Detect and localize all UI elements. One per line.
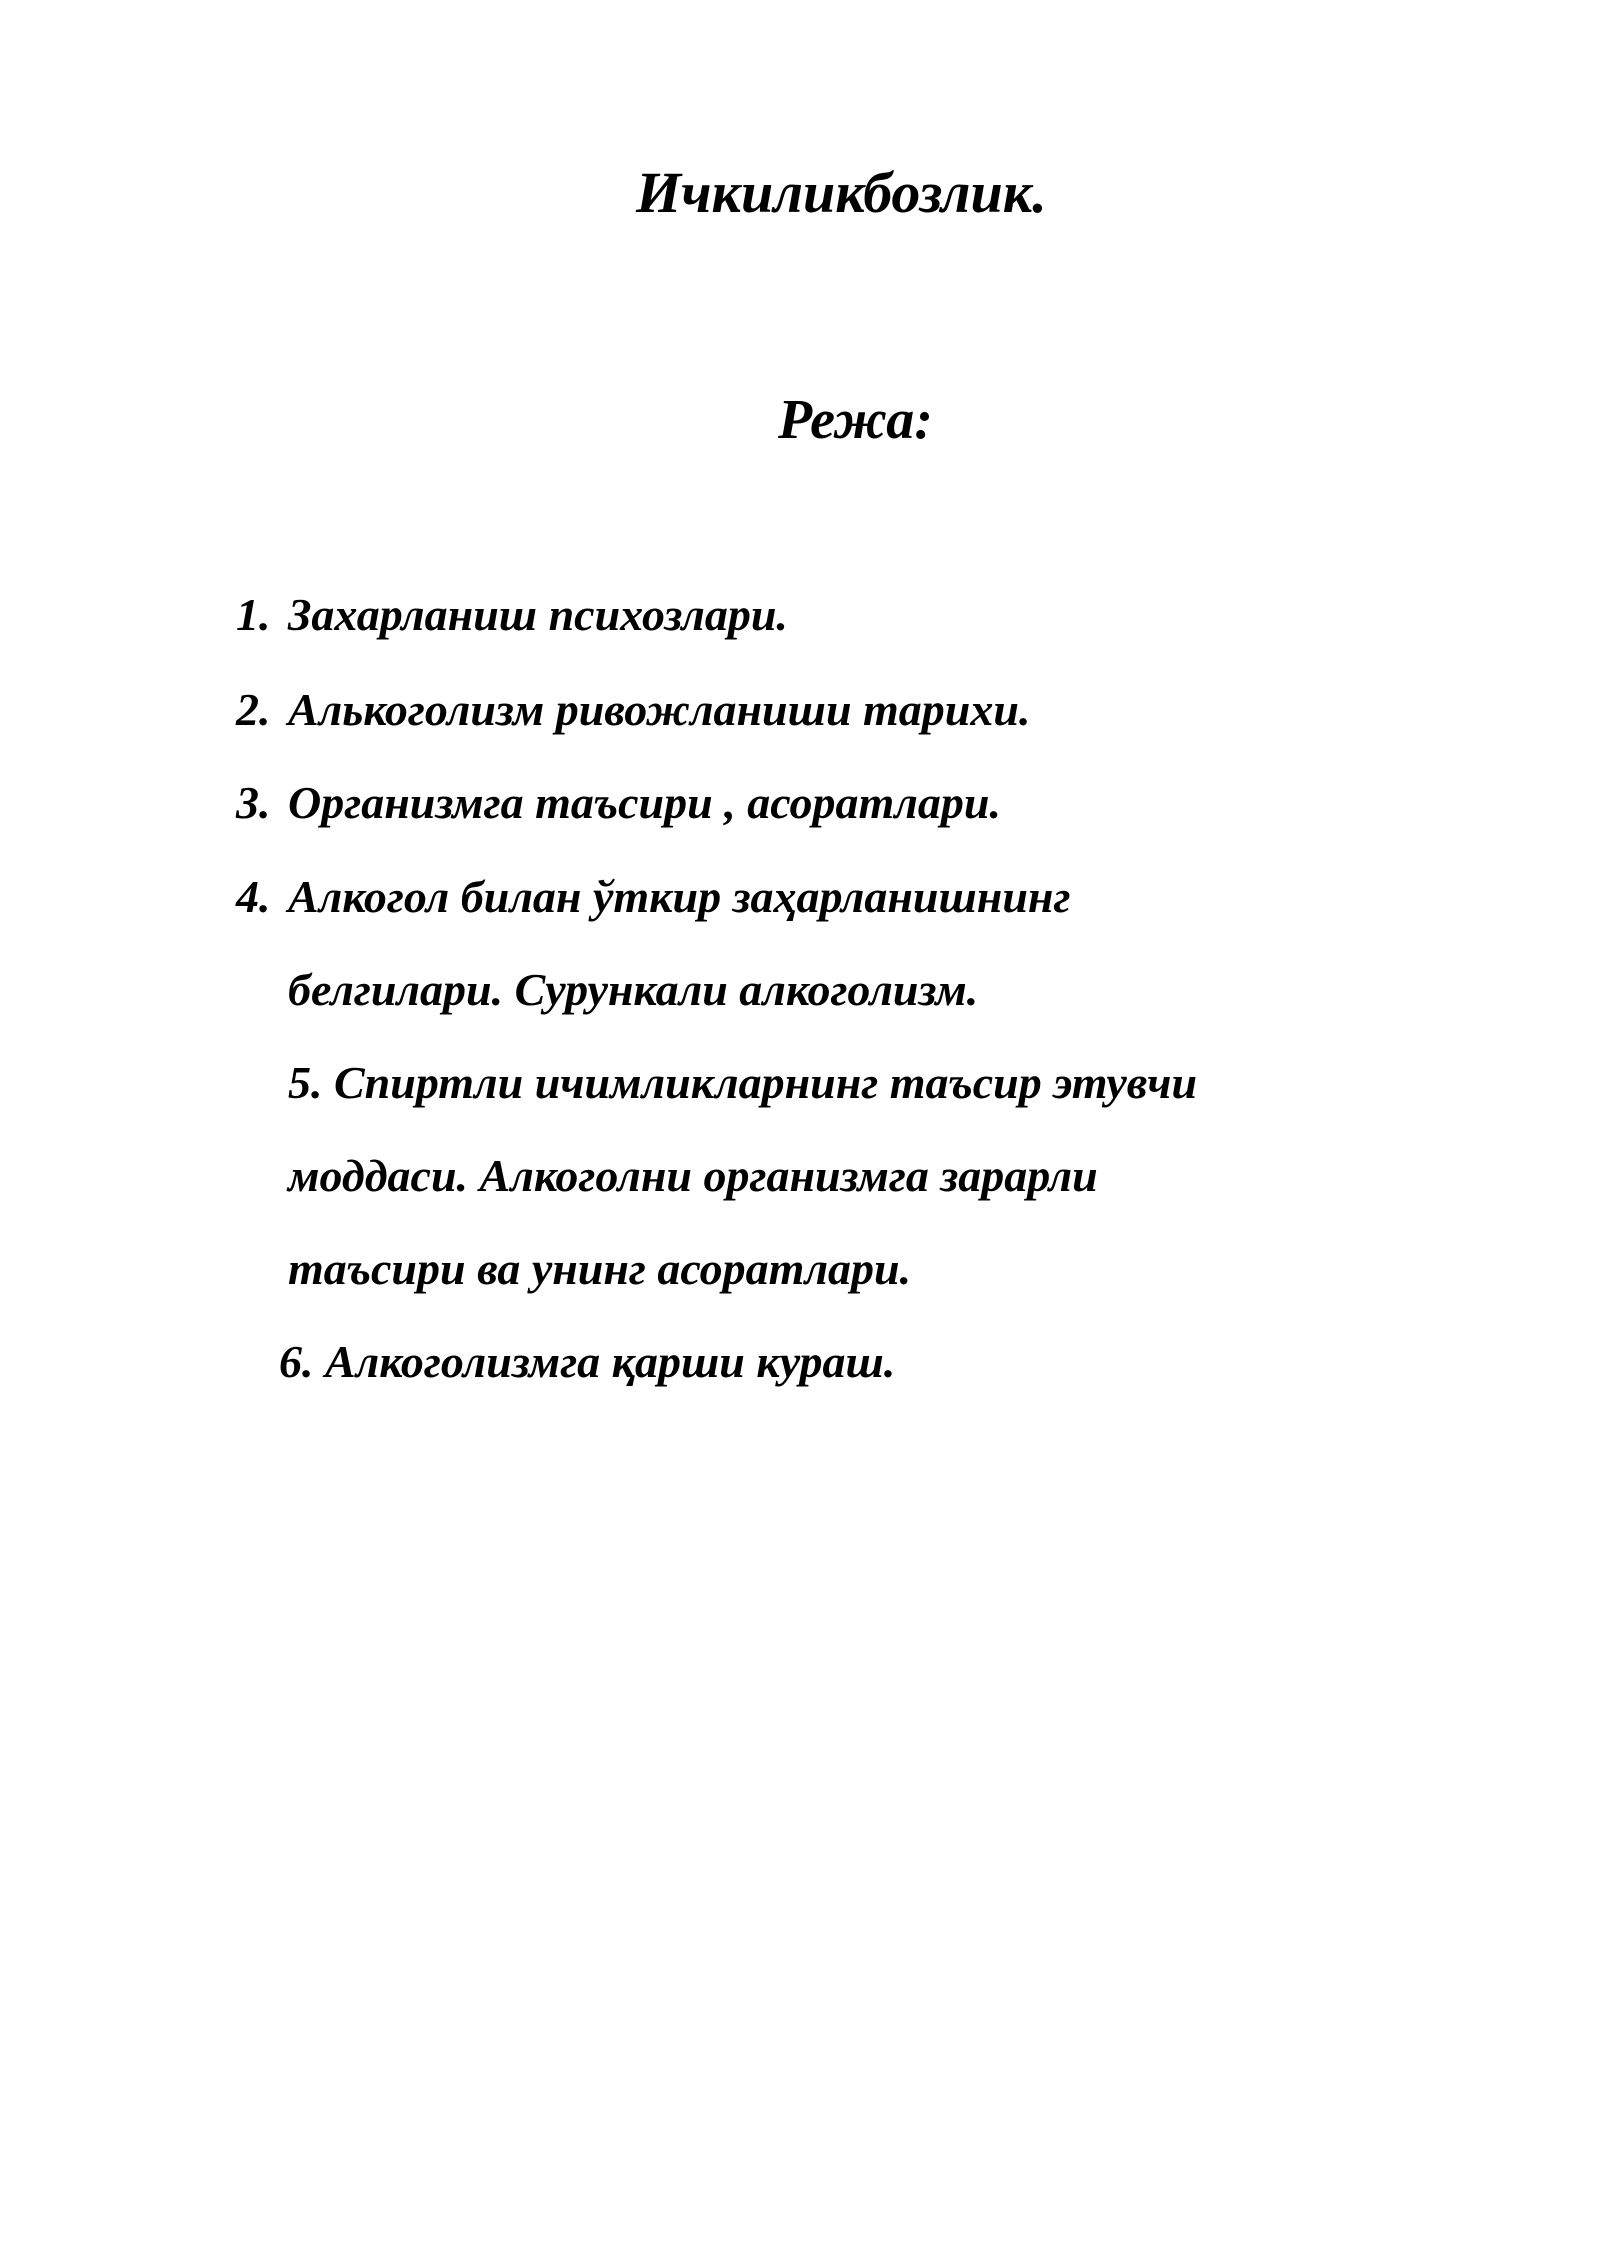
plan-item-3-text: Организмга таъсири , асоратлари. [288, 777, 1001, 828]
plan-item-6: 6. Алкоголизмга қарши кураш. [279, 1336, 896, 1387]
plan-item-5: 5. Спиртли ичимликларнинг таъсир этувчи [288, 1057, 1198, 1108]
plan-item-3 [236, 775, 1001, 831]
plan-item-2-text: Алькоголизм ривожланиши тарихи. [288, 684, 1031, 735]
plan-item-5-continuation-1: моддаси. Алкоголни организмга зарарли [288, 1150, 1098, 1201]
plan-item-2 [236, 682, 1030, 738]
plan-heading: Режа: [778, 389, 933, 451]
plan-item-4 [236, 869, 1070, 925]
document-title: Ичкиликбозлик. [636, 160, 1047, 225]
plan-item-2-number: 2. [236, 684, 271, 735]
plan-item-1 [236, 587, 788, 643]
plan-item-1-number: 1. [236, 589, 271, 640]
plan-item-4-number: 4. [236, 871, 271, 922]
plan-item-4-text: Алкогол билан ўткир заҳарланишнинг [288, 871, 1071, 922]
plan-item-1-text: Захарланиш психозлари. [288, 589, 788, 640]
plan-item-3-number: 3. [236, 777, 271, 828]
plan-item-5-continuation-2: таъсири ва унинг асоратлари. [288, 1243, 912, 1294]
plan-item-4-continuation: белгилари. Сурункали алкоголизм. [288, 964, 979, 1015]
